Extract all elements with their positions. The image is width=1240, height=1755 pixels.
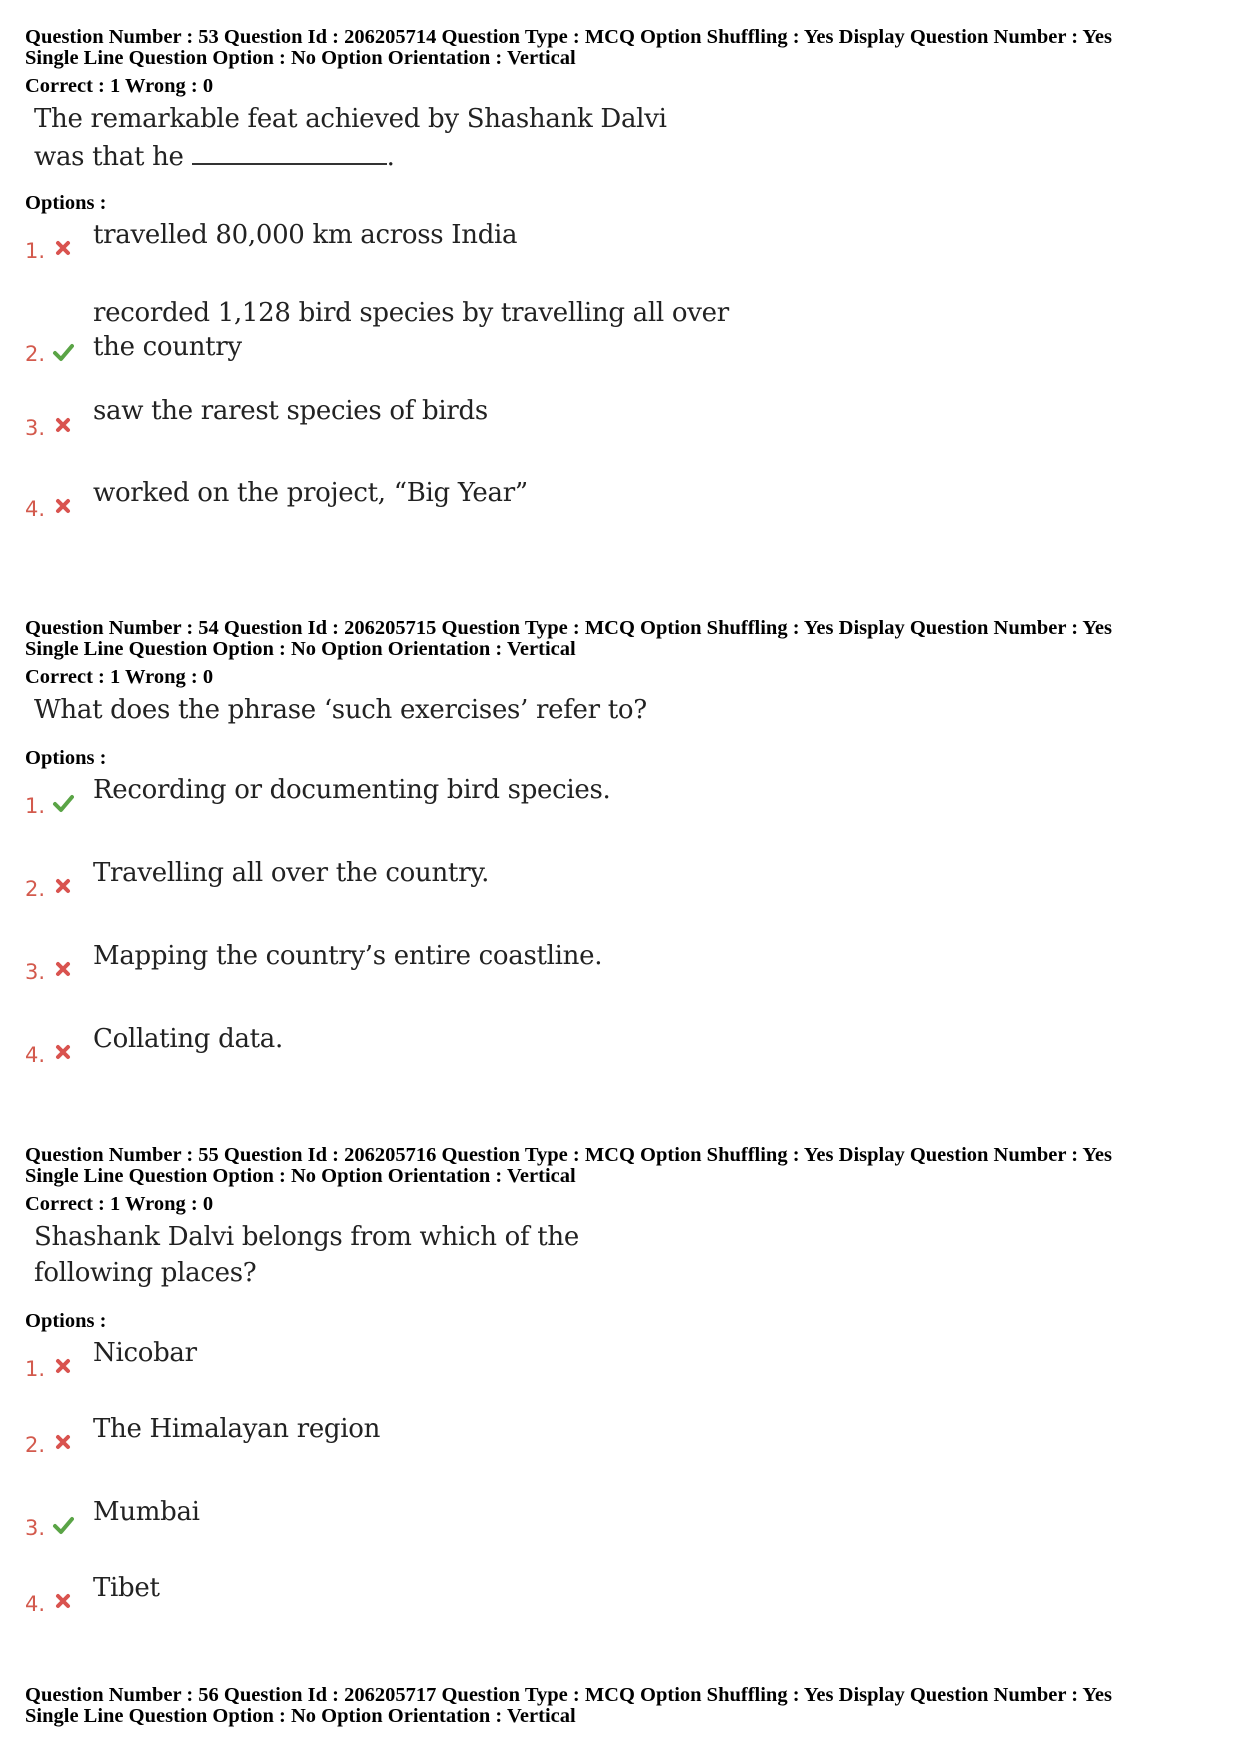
option-number: 3. — [25, 416, 46, 440]
cross-icon — [52, 1041, 74, 1063]
option-text: Mumbai — [93, 1497, 200, 1527]
option-number: 4. — [25, 1043, 46, 1067]
option-number: 4. — [25, 1592, 46, 1616]
option-text: Mapping the country’s entire coastline. — [93, 941, 603, 971]
check-icon — [52, 341, 74, 363]
option-text: travelled 80,000 km across India — [93, 220, 518, 250]
question-marks: Correct : 1 Wrong : 0 — [25, 1193, 214, 1215]
option-number: 2. — [25, 342, 46, 366]
cross-icon — [52, 875, 74, 897]
option-text: worked on the project, “Big Year” — [93, 478, 528, 508]
question-stem — [34, 101, 1215, 175]
question-meta-line2: Single Line Question Option : No Option Orientation : Vertical — [25, 638, 576, 660]
stem-line: Shashank Dalvi belongs from which of the — [34, 1222, 579, 1252]
cross-icon — [52, 1431, 74, 1453]
question-53 — [25, 26, 1215, 521]
option-number: 4. — [25, 497, 46, 521]
check-icon — [52, 792, 74, 814]
answer-blank — [192, 137, 387, 165]
option-text: Travelling all over the country. — [93, 858, 490, 888]
option-text: recorded 1,128 bird species by travelling all over — [93, 298, 729, 328]
option-text: The Himalayan region — [93, 1414, 381, 1444]
question-meta-line2: Single Line Question Option : No Option Orientation : Vertical — [25, 1705, 576, 1727]
question-54 — [25, 617, 1215, 1067]
option-text: saw the rarest species of birds — [93, 396, 488, 426]
stem-line: following places? — [34, 1258, 257, 1288]
question-marks: Correct : 1 Wrong : 0 — [25, 666, 214, 688]
cross-icon — [52, 1355, 74, 1377]
cross-icon — [52, 414, 74, 436]
option-number: 1. — [25, 239, 46, 263]
option-text: Recording or documenting bird species. — [93, 775, 611, 805]
check-icon — [52, 1514, 74, 1536]
option-text: the country — [93, 332, 242, 362]
cross-icon — [52, 495, 74, 517]
option-text: Tibet — [93, 1573, 160, 1603]
stem-suffix: . — [386, 142, 395, 172]
question-meta-line2: Single Line Question Option : No Option Orientation : Vertical — [25, 47, 576, 69]
question-meta-line1: Question Number : 53 Question Id : 206205714 Question Type : MCQ Option Shuffling : Yes Display Question Number : Yes — [25, 26, 1112, 48]
option-number: 3. — [25, 960, 46, 984]
cross-icon — [52, 1590, 74, 1612]
question-55 — [25, 1144, 1215, 1616]
question-meta-line1: Question Number : 54 Question Id : 206205715 Question Type : MCQ Option Shuffling : Yes Display Question Number : Yes — [25, 617, 1112, 639]
question-meta-line2: Single Line Question Option : No Option Orientation : Vertical — [25, 1165, 576, 1187]
option-number: 1. — [25, 1357, 46, 1381]
option-number: 2. — [25, 1433, 46, 1457]
question-stem — [34, 1219, 1215, 1291]
cross-icon — [52, 958, 74, 980]
cross-icon — [52, 237, 74, 259]
question-meta-line1: Question Number : 55 Question Id : 206205716 Question Type : MCQ Option Shuffling : Yes Display Question Number : Yes — [25, 1144, 1112, 1166]
stem-line: was that he — [34, 142, 184, 172]
option-number: 3. — [25, 1516, 46, 1540]
options-label: Options : — [25, 192, 107, 214]
option-text: Nicobar — [93, 1338, 197, 1368]
question-meta-line1: Question Number : 56 Question Id : 206205717 Question Type : MCQ Option Shuffling : Yes Display Question Number : Yes — [25, 1684, 1112, 1706]
option-text: Collating data. — [93, 1024, 283, 1054]
options-label: Options : — [25, 1310, 107, 1332]
stem-line: The remarkable feat achieved by Shashank Dalvi — [34, 104, 667, 134]
option-number: 1. — [25, 794, 46, 818]
stem-line-with-blank — [34, 137, 1215, 175]
option-number: 2. — [25, 877, 46, 901]
stem-line: What does the phrase ‘such exercises’ refer to? — [34, 695, 647, 725]
question-stem — [34, 692, 1215, 728]
options-label: Options : — [25, 747, 107, 769]
question-marks: Correct : 1 Wrong : 0 — [25, 75, 214, 97]
question-56 — [25, 1685, 1215, 1727]
